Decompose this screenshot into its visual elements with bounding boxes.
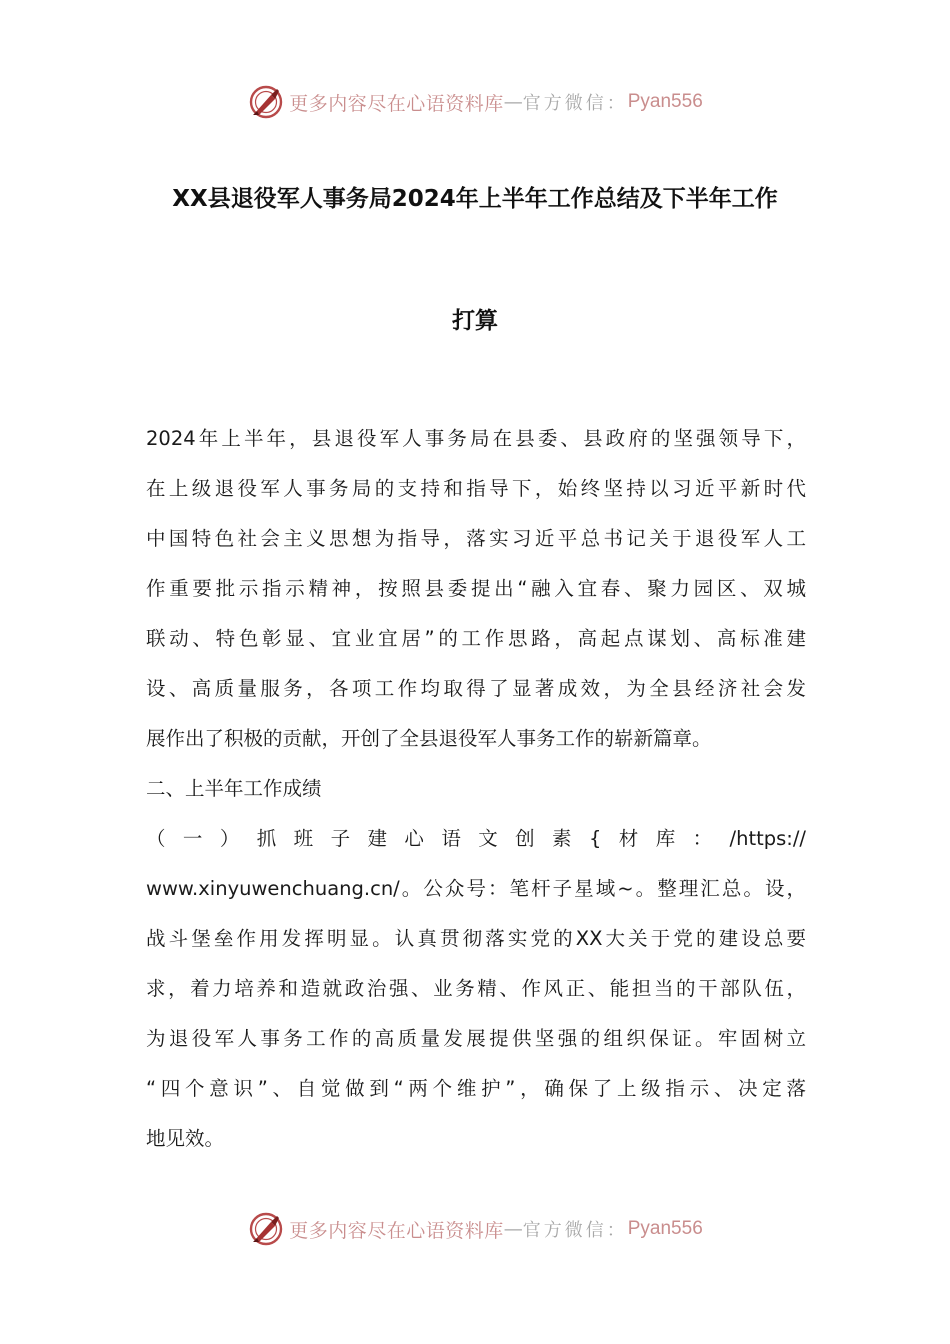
body-line: 战斗堡垒作用发挥明显。认真贯彻落实党的XX大关于党的建设总要 (146, 927, 806, 950)
body-line: 为退役军人事务工作的高质量发展提供坚强的组织保证。牢固树立 (146, 1027, 806, 1050)
document-title-line-1: XX县退役军人事务局2024年上半年工作总结及下半年工作 (172, 186, 778, 212)
body-line: 在上级退役军人事务局的支持和指导下，始终坚持以习近平新时代 (146, 477, 806, 500)
body-line: 2024年上半年，县退役军人事务局在县委、县政府的坚强领导下， (146, 427, 806, 450)
document-title-line-2: 打算 (452, 308, 498, 334)
header-watermark-banner (0, 80, 950, 124)
body-line: 中国特色社会主义思想为指导，落实习近平总书记关于退役军人工 (146, 527, 806, 550)
banner-wechat-id: Pyan556 (627, 91, 703, 112)
document-body (146, 414, 806, 1164)
body-line: 求，着力培养和造就政治强、业务精、作风正、能担当的干部队伍， (146, 977, 806, 1000)
section-heading: 二、上半年工作成绩 (146, 777, 322, 800)
body-line: 展作出了积极的贡献，开创了全县退役军人事务工作的崭新篇章。 (146, 727, 712, 750)
pen-nib-logo-icon (247, 1210, 285, 1248)
body-line: 地见效。 (146, 1127, 225, 1150)
body-line: 联动、特色彰显、宜业宜居”的工作思路，高起点谋划、高标准建 (146, 627, 806, 650)
banner-wechat-label: 官方微信： (522, 1220, 628, 1241)
footer-watermark-banner (0, 1207, 950, 1251)
banner-text: 更多内容尽在心语资料库 (289, 92, 504, 115)
body-line: （一）抓班子建心语文创素{材库：/https:// (146, 827, 806, 850)
banner-wechat-label: 官方微信： (522, 93, 628, 114)
banner-text: 更多内容尽在心语资料库 (289, 1219, 504, 1242)
body-line: 作重要批示指示精神，按照县委提出“融入宜春、聚力园区、双城 (146, 577, 806, 600)
pen-nib-logo-icon (247, 83, 285, 121)
banner-dash: — (503, 1218, 523, 1240)
body-line: 设、高质量服务，各项工作均取得了显著成效，为全县经济社会发 (146, 677, 806, 700)
banner-wechat-id: Pyan556 (627, 1218, 703, 1239)
body-line: www.xinyuwenchuang.cn/。公众号：笔杆子星域~。整理汇总。设， (146, 877, 806, 900)
banner-dash: — (503, 91, 523, 113)
body-line: “四个意识”、自觉做到“两个维护”，确保了上级指示、决定落 (146, 1077, 806, 1100)
